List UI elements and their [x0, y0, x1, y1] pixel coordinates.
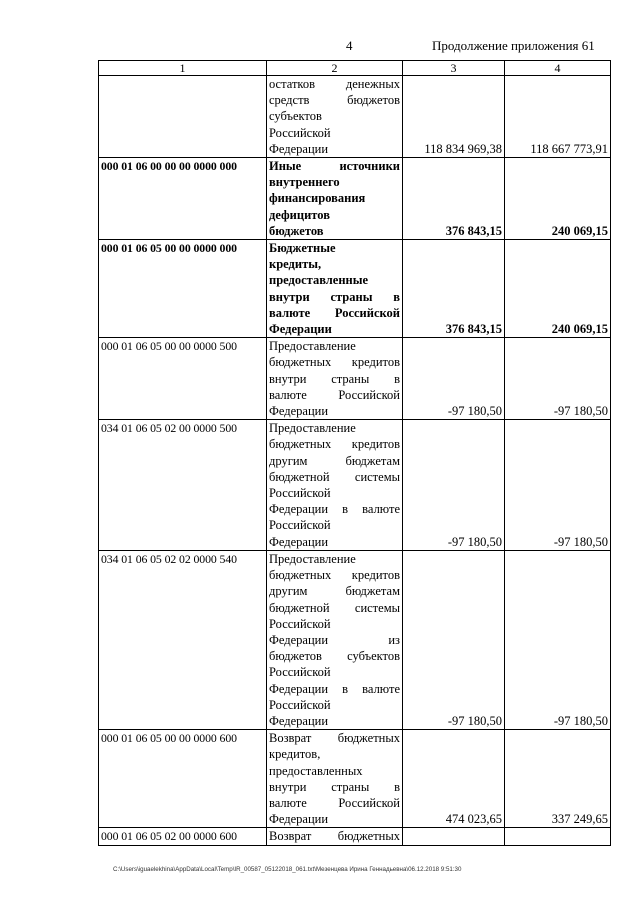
source-name-line: другим бюджетам	[269, 453, 400, 468]
source-name-cell	[267, 828, 403, 845]
amount-col4-cell: 240 069,15	[505, 158, 611, 240]
source-name-line: Федерации	[269, 404, 329, 419]
amount-col4-cell: -97 180,50	[505, 550, 611, 729]
budget-code-cell	[99, 76, 267, 158]
source-name-line: бюджетной системы	[269, 600, 400, 615]
source-name-line: средств бюджетов	[269, 93, 400, 108]
source-name-line: субъектов	[269, 109, 322, 124]
amount-col4-cell: 240 069,15	[505, 240, 611, 338]
amount-col4-cell: 337 249,65	[505, 730, 611, 828]
source-name-line: Федерации в валюте	[269, 502, 400, 517]
source-name-line: Возврат бюджетных	[269, 731, 400, 746]
amount-col4-cell: -97 180,50	[505, 420, 611, 551]
amount-col3-cell: 474 023,65	[403, 730, 505, 828]
table-row	[99, 76, 611, 158]
table-row	[99, 158, 611, 240]
source-name-line: Федерации	[269, 322, 332, 337]
amount-col4-cell	[505, 828, 611, 845]
source-name-line: валюте Российской	[269, 795, 400, 810]
source-name-line: внутреннего	[269, 175, 340, 190]
source-name-line: бюджетов субъектов	[269, 649, 400, 664]
budget-code-cell: 034 01 06 05 02 00 0000 500	[99, 420, 267, 551]
source-name-line: внутри страны в	[269, 289, 400, 304]
source-name-line: Российской	[269, 125, 331, 140]
source-name-line: Российской	[269, 616, 331, 631]
source-name-cell	[267, 76, 403, 158]
source-name-line: валюте Российской	[269, 387, 400, 402]
source-name-line: валюте Российской	[269, 305, 400, 320]
source-name-cell	[267, 550, 403, 729]
source-name-cell	[267, 158, 403, 240]
table-row	[99, 730, 611, 828]
source-name-line: кредиты,	[269, 257, 322, 272]
budget-code-cell: 000 01 06 05 00 00 0000 600	[99, 730, 267, 828]
source-name-line: Федерации в валюте	[269, 681, 400, 696]
source-name-line: Возврат бюджетных	[269, 829, 400, 844]
source-name-line: бюджетов	[269, 223, 324, 238]
source-name-line: кредитов,	[269, 747, 321, 762]
source-name-cell	[267, 420, 403, 551]
amount-col3-cell: -97 180,50	[403, 420, 505, 551]
source-name-line: Российской	[269, 697, 331, 712]
budget-code-cell: 000 01 06 05 00 00 0000 000	[99, 240, 267, 338]
source-name-line: Федерации	[269, 812, 329, 827]
amount-col3-cell: 376 843,15	[403, 158, 505, 240]
source-name-line: финансирования	[269, 191, 366, 206]
amount-col3-cell: -97 180,50	[403, 338, 505, 420]
source-name-line: дефицитов	[269, 207, 330, 222]
amount-col3-cell	[403, 828, 505, 845]
page-number: 4	[346, 38, 353, 53]
source-name-line: Российской	[269, 665, 331, 680]
source-name-line: Федерации из	[269, 632, 400, 647]
source-name-line: Бюджетные	[269, 241, 336, 256]
source-name-line: другим бюджетам	[269, 584, 400, 599]
amount-col3-cell: 376 843,15	[403, 240, 505, 338]
budget-code-cell: 000 01 06 05 02 00 0000 600	[99, 828, 267, 845]
table-row	[99, 828, 611, 845]
source-name-line: внутри страны в	[269, 371, 400, 386]
table-body	[99, 61, 611, 846]
source-name-line: предоставленные	[269, 273, 369, 288]
source-name-line: бюджетной системы	[269, 469, 400, 484]
budget-code-cell: 034 01 06 05 02 02 0000 540	[99, 550, 267, 729]
source-name-line: Предоставление	[269, 339, 356, 354]
source-name-line: Предоставление	[269, 551, 356, 566]
source-name-line: бюджетных кредитов	[269, 355, 400, 370]
table-row	[99, 420, 611, 551]
appendix-continuation-label: Продолжение приложения 61	[432, 38, 595, 53]
column-number-row	[99, 61, 611, 76]
file-path-footer: C:\Users\iguaelekhina\AppData\Local\Temp\IR_00587_05122018_061.txt\Мезенцева Ирина Геннадьевна\06.12.2018 9:51:30	[113, 866, 462, 873]
source-name-line: Федерации	[269, 141, 329, 156]
budget-code-cell: 000 01 06 05 00 00 0000 500	[99, 338, 267, 420]
amount-col4-cell: 118 667 773,91	[505, 76, 611, 158]
budget-code-cell: 000 01 06 00 00 00 0000 000	[99, 158, 267, 240]
source-name-line: Иные источники	[269, 159, 400, 174]
source-name-cell	[267, 338, 403, 420]
column-header: 4	[505, 61, 611, 76]
source-name-line: предоставленных	[269, 763, 363, 778]
source-name-line: Российской	[269, 518, 331, 533]
table-row	[99, 338, 611, 420]
source-name-line: Федерации	[269, 534, 329, 549]
budget-sources-table	[98, 60, 611, 846]
source-name-line: остатков денежных	[269, 77, 400, 91]
column-header: 1	[99, 61, 267, 76]
source-name-line: Предоставление	[269, 421, 356, 436]
source-name-line: бюджетных кредитов	[269, 437, 400, 452]
table-row	[99, 240, 611, 338]
source-name-line: бюджетных кредитов	[269, 568, 400, 583]
column-header: 3	[403, 61, 505, 76]
amount-col3-cell: -97 180,50	[403, 550, 505, 729]
source-name-line: Российской	[269, 486, 331, 501]
amount-col4-cell: -97 180,50	[505, 338, 611, 420]
source-name-line: Федерации	[269, 713, 329, 728]
table-row	[99, 550, 611, 729]
column-header: 2	[267, 61, 403, 76]
source-name-cell	[267, 240, 403, 338]
source-name-cell	[267, 730, 403, 828]
amount-col3-cell: 118 834 969,38	[403, 76, 505, 158]
source-name-line: внутри страны в	[269, 779, 400, 794]
